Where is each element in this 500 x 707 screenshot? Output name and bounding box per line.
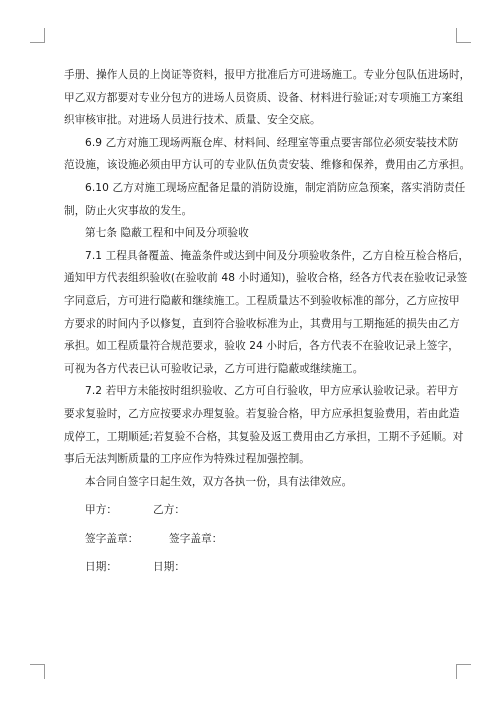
- text-line: 织审核审批。对进场人员进行技术、质量、安全交底。: [64, 114, 321, 127]
- text-line: 通知甲方代表组织验收(在验收前 48 小时通知)，验收合格，经各方代表在验收记录签: [64, 272, 468, 285]
- paragraph: [64, 222, 444, 245]
- text-line: 制，防止火灾事故的发生。: [64, 204, 193, 217]
- text-line: 手册、操作人员的上岗证等资料，报甲方批准后方可进场施工。专业分包队伍进场时，: [64, 69, 471, 81]
- paragraph: [64, 245, 470, 381]
- text-line: 范设施，该设施必须由甲方认可的专业队伍负责安装、维修和保养，费用由乙方承担。: [64, 159, 471, 172]
- paragraph: [64, 132, 471, 177]
- text-line: 本合同自签字日起生效，双方各执一份，具有法律效应。: [85, 475, 353, 488]
- party-a-label: 签字盖章：: [85, 532, 139, 545]
- contract-text: [64, 64, 471, 493]
- text-line: 承担。如工程质量符合规范要求，验收 24 小时后，各方代表不在验收记录上签字，: [64, 340, 459, 353]
- paragraph: [64, 177, 466, 222]
- text-line: 方要求的时间内予以修复，直到符合验收标准为止，其费用与工期拖延的损失由乙方: [64, 317, 460, 330]
- party-b-label: 日期：: [153, 561, 186, 574]
- text-line: 第七条 隐蔽工程和中间及分项验收: [85, 227, 249, 240]
- party-b-label: 乙方：: [153, 504, 186, 517]
- text-line: 事后无法判断质量的工序应作为特殊过程加强控制。: [64, 453, 310, 466]
- crop-mark-bottom-left: [30, 664, 45, 679]
- text-line: 7.2 若甲方未能按时组织验收、乙方可自行验收，甲方应承认验收记录。若甲方: [85, 385, 459, 398]
- text-line: 成停工，工期顺延;若复验不合格，其复验及返工费用由乙方承担，工期不予延顺。对: [64, 430, 464, 443]
- paragraph: [64, 380, 464, 470]
- text-line: 字同意后，方可进行隐蔽和继续施工。工程质量达不到验收标准的部分，乙方应按甲: [64, 294, 460, 307]
- text-line: 7.1 工程具备覆盖、掩盖条件或达到中间及分项验收条件，乙方自检互检合格后，: [85, 249, 470, 262]
- signature-row: [64, 556, 444, 579]
- text-line: 甲乙双方都要对专业分包方的进场人员资质、设备、材料进行验证;对专项施工方案组: [64, 91, 464, 104]
- signature-row: [64, 499, 444, 522]
- paragraph: [64, 64, 471, 132]
- crop-mark-top-right: [456, 28, 471, 43]
- party-a-label: 甲方：: [85, 504, 118, 517]
- text-line: 6.10 乙方对施工现场应配备足量的消防设施，制定消防应急预案，落实消防责任: [85, 181, 466, 194]
- text-line: 要求复验时，乙方应按要求办理复验。若复验合格，甲方应承担复验费用，若由此造: [64, 407, 460, 420]
- text-line: 可视为各方代表已认可验收记录，乙方可进行隐蔽或继续施工。: [64, 362, 364, 375]
- crop-mark-top-left: [30, 28, 45, 43]
- text-line: 6.9 乙方对施工现场两瓶仓库、材料间、经理室等重点要害部位必须安装技术防: [85, 136, 459, 149]
- document-body: [64, 64, 471, 579]
- party-a-label: 日期：: [85, 561, 118, 574]
- signature-block: [64, 499, 444, 579]
- party-b-label: 签字盖章：: [169, 532, 223, 545]
- paragraph: [64, 471, 444, 494]
- crop-mark-bottom-right: [456, 664, 471, 679]
- signature-row: [64, 528, 444, 551]
